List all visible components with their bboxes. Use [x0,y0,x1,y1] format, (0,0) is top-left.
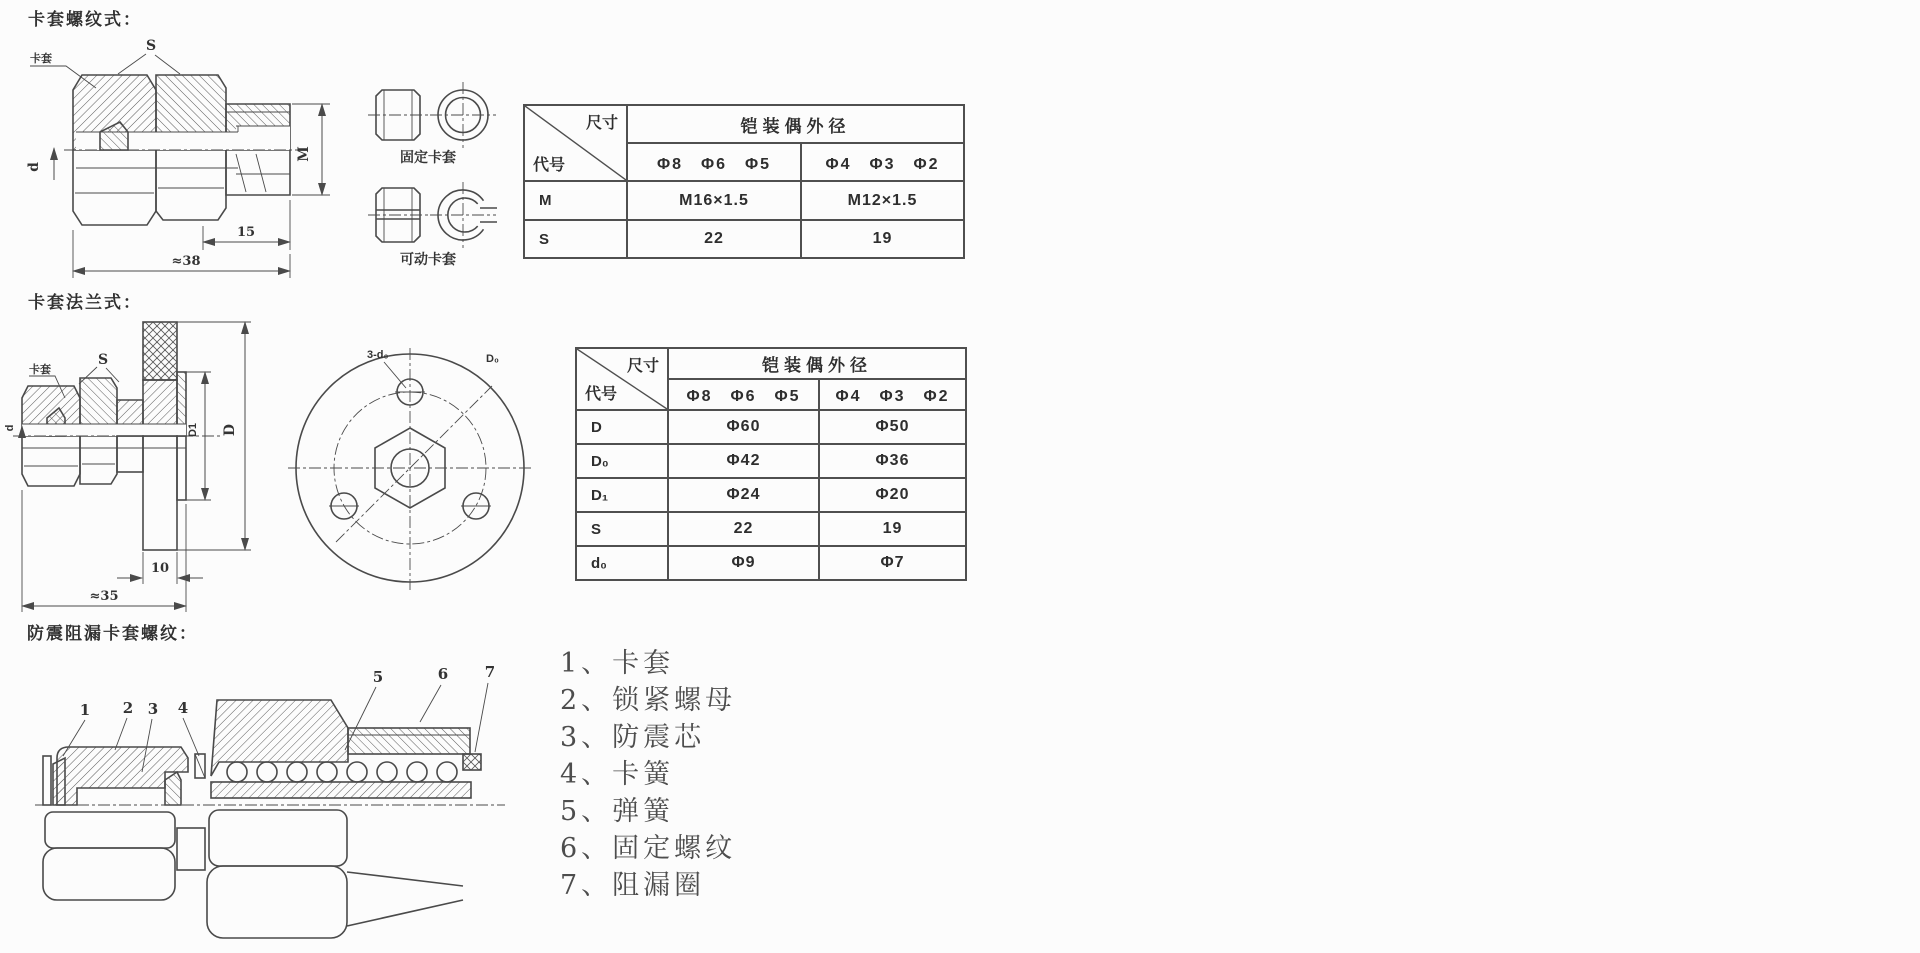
callout-7 [475,663,495,752]
table-row-D [576,410,966,444]
row-label: M [524,181,627,220]
parts-list [560,645,736,904]
movable-ferrule-front-view [430,182,497,248]
table-row-d0 [576,546,966,580]
row-label: d₀ [576,546,668,580]
callout-number: 1 [79,701,91,719]
ferrule-label: 卡套 [30,53,52,65]
snap-ring [195,754,205,778]
col-group-1: Φ8 Φ6 Φ5 [668,379,819,410]
diagonal-centerline [336,386,492,542]
table-corner-cell [524,105,627,181]
row-value: Φ9 [668,546,819,580]
callout-number: 5 [372,668,384,686]
col-group-2: Φ4 Φ3 Φ2 [801,143,964,181]
parts-list-item: 1、卡套 [560,648,675,679]
row-value: 22 [668,512,819,546]
fixed-ferrule-label: 固定卡套 [400,149,456,165]
fitting-section-upper [73,75,290,150]
callout-number: 3 [147,700,159,718]
m-label: M [296,146,312,162]
flange-front-view [278,346,553,598]
ferrule-label: 卡套 [29,364,51,376]
row-value: Φ50 [819,410,966,444]
section-title-thread-type: 卡套螺纹式： [28,10,142,29]
s-dimension-callout [118,38,180,74]
row-value: Φ36 [819,444,966,478]
row-value: 22 [627,220,801,258]
callout-number: 6 [437,665,449,683]
row-value: 19 [801,220,964,258]
spring-coils [227,762,457,782]
row-value: Φ60 [668,410,819,444]
row-label: D₀ [576,444,668,478]
row-value: M16×1.5 [627,181,801,220]
ferrule-icons [368,78,503,273]
table-row-S [576,512,966,546]
d-big-label: D [222,423,238,437]
movable-ferrule-label: 可动卡套 [400,251,456,267]
assembly-external-lower [43,810,463,938]
length-35-dimension [22,490,186,612]
table-row-m [524,181,964,220]
s-label: S [146,38,157,54]
fixed-ferrule-side-view [368,90,428,140]
flange-fitting-side-view [5,278,265,628]
fitting-external-lower [22,436,186,550]
d-dimension [4,425,22,454]
col-group-1: Φ8 Φ6 Φ5 [627,143,801,181]
fitting-section-upper [22,322,186,436]
length-15-dimension [203,200,290,250]
d1-label: D1 [187,422,199,438]
row-value: Φ24 [668,478,819,512]
flange-spec-table [575,347,967,581]
d0-label: D₀ [486,353,499,365]
movable-ferrule-side-view [368,188,428,242]
d-label: d [26,162,42,172]
row-label: S [576,512,668,546]
table-row-s [524,220,964,258]
callout-number: 7 [484,663,496,681]
row-value: Φ42 [668,444,819,478]
callout-number: 2 [122,699,134,717]
fixed-ferrule-front-view [430,82,496,148]
row-value: Φ7 [819,546,966,580]
assembly-section-upper [43,700,481,805]
table-row-D0 [576,444,966,478]
col-group-2: Φ4 Φ3 Φ2 [819,379,966,410]
table-row-D1 [576,478,966,512]
callout-number: 4 [177,699,189,717]
row-value: Φ20 [819,478,966,512]
corner-label-code: 代号 [585,386,618,403]
callout-6 [420,665,448,722]
table-corner-cell [576,348,668,410]
dim-10: 10 [150,561,170,576]
row-label: D₁ [576,478,668,512]
dim-38: ≈38 [171,254,201,269]
parts-list-item: 7、阻漏圈 [560,870,706,901]
armored-od-header: 铠装偶外径 [627,105,964,143]
parts-list-item: 6、固定螺纹 [560,833,737,864]
section-title-antivibration: 防震阻漏卡套螺纹： [27,624,198,643]
m-dimension [292,104,330,195]
callout-2 [115,699,133,750]
row-value: 19 [819,512,966,546]
thread-spec-table [523,104,965,259]
d-dimension [26,148,54,180]
armored-od-header: 铠装偶外径 [668,348,966,379]
corner-label-code: 代号 [533,157,566,174]
parts-list-item: 5、弹簧 [560,796,675,827]
d-label: d [4,424,16,432]
dim-15: 15 [236,225,256,240]
s-label: S [98,352,109,368]
parts-list-item: 4、卡簧 [560,759,675,790]
fitting-external-lower [73,150,290,225]
corner-label-size: 尺寸 [585,115,618,132]
parts-list-item: 2、锁紧螺母 [560,685,737,716]
thickness-10-dimension [117,552,203,584]
section-title-flange-type: 卡套法兰式： [28,293,142,312]
antivibration-fitting-drawing [15,658,535,953]
length-38-dimension [73,230,290,278]
row-value: M12×1.5 [801,181,964,220]
dim-35: ≈35 [89,589,119,604]
row-label: D [576,410,668,444]
thread-fitting-drawing [8,28,343,283]
corner-label-size: 尺寸 [626,358,659,375]
row-label: S [524,220,627,258]
parts-list-item: 3、防震芯 [560,722,706,753]
holes-label: 3-d₀ [367,349,389,361]
